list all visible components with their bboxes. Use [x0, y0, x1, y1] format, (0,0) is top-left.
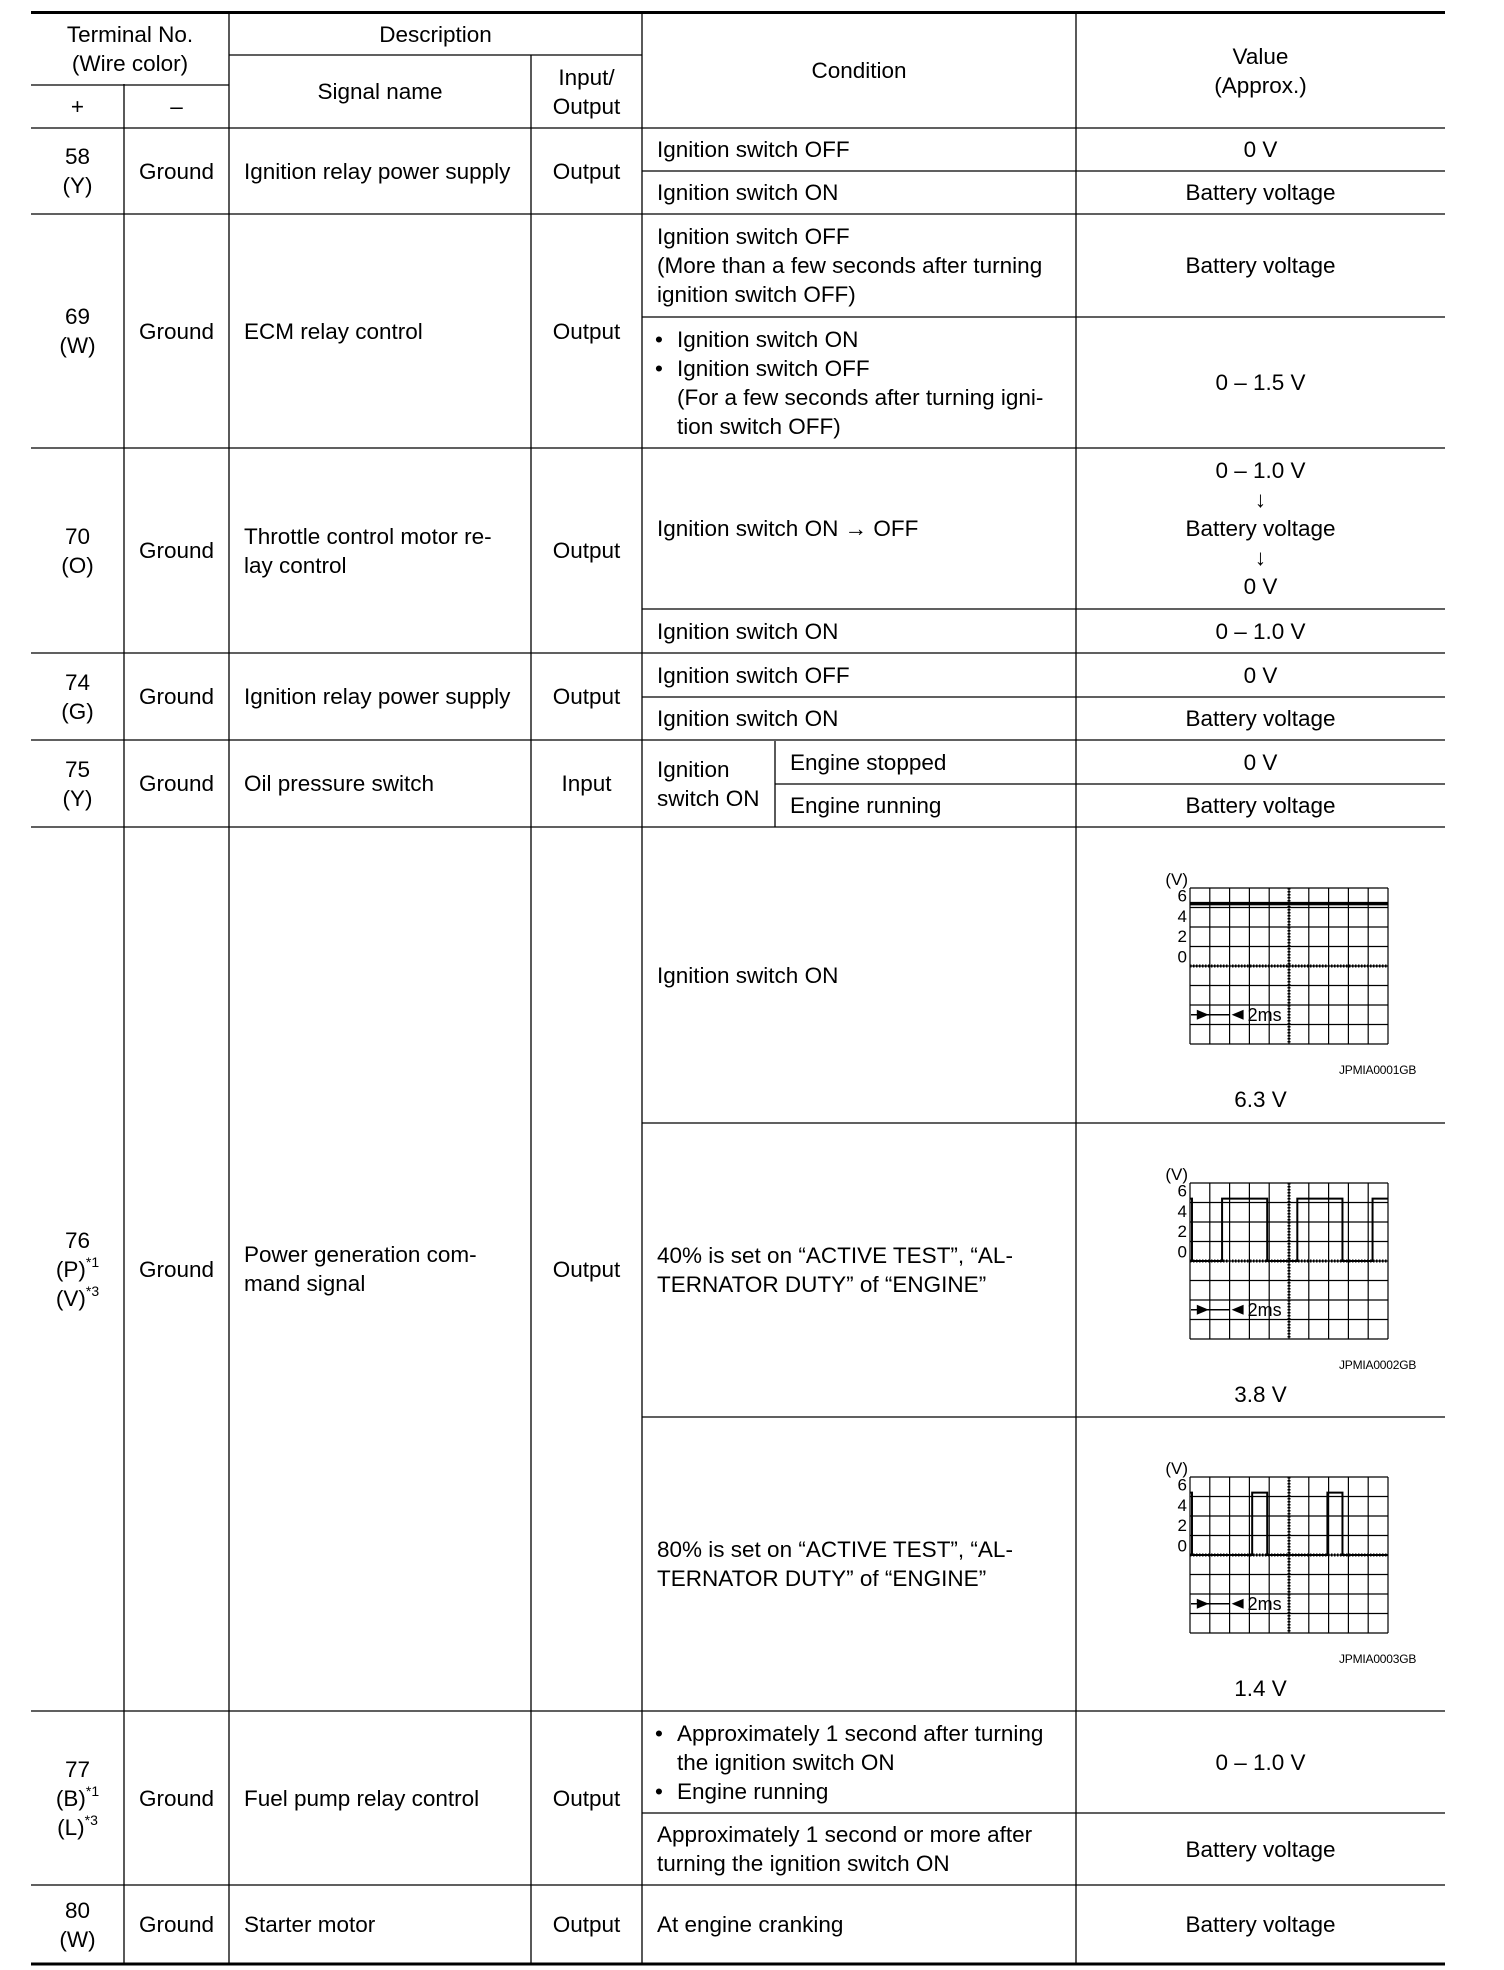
signal-75: Oil pressure switch — [244, 771, 435, 796]
value-74-on: Battery voltage — [1185, 706, 1336, 731]
condition-69-on: • Ignition switch ON • Ignition switch OFF (For a few seconds after turning igni- tion switch OFF) — [655, 326, 1044, 439]
signal-77: Fuel pump relay control — [244, 1785, 480, 1811]
value-77-after: Battery voltage — [1185, 1836, 1336, 1862]
condition-75-stopped: Engine stopped — [790, 749, 947, 775]
value-70-on: 0 – 1.0 V — [1215, 618, 1306, 644]
scope-time-label: 2ms — [1247, 1299, 1282, 1320]
figure-code-2: JPMIA0002GB — [1339, 1358, 1417, 1372]
io-69: Output — [552, 318, 621, 344]
condition-77-running: • Approximately 1 second after turning the ignition switch ON • Engine running — [655, 1720, 1044, 1804]
scope-time-arrow — [1197, 1599, 1209, 1609]
ground-58: Ground — [138, 158, 215, 184]
scope-unit-label: (V) — [1165, 1165, 1188, 1184]
value-69-off: Battery voltage — [1185, 253, 1336, 278]
oscilloscope-waveform-1 — [1114, 866, 1394, 1056]
scope-unit-label: (V) — [1165, 1459, 1188, 1478]
header-terminal-no: Terminal No. (Wire color) — [66, 22, 194, 76]
io-70: Output — [552, 538, 621, 563]
condition-58-off: Ignition switch OFF — [657, 137, 850, 162]
condition-77-after: Approximately 1 second or more after turning the ignition switch ON — [657, 1822, 1033, 1876]
scope-y-tick: 2 — [1177, 927, 1187, 947]
scope-time-arrow — [1232, 1305, 1244, 1315]
terminal-58: 58 (Y) — [62, 144, 93, 198]
signal-70: Throttle control motor re- lay control — [244, 523, 492, 578]
condition-75-running: Engine running — [790, 793, 942, 818]
scope-time-arrow — [1197, 1305, 1209, 1315]
io-74: Output — [552, 684, 621, 709]
condition-74-on: Ignition switch ON — [657, 706, 839, 731]
scope-y-tick: 2 — [1177, 1222, 1187, 1242]
value-75-stopped: 0 V — [1243, 749, 1278, 775]
signal-58: Ignition relay power supply — [244, 158, 511, 184]
io-75: Input — [561, 771, 612, 796]
io-77: Output — [552, 1785, 621, 1811]
condition-76-80pct: 80% is set on “ACTIVE TEST”, “AL- TERNATOR DUTY” of “ENGINE” — [657, 1537, 1013, 1591]
value-75-running: Battery voltage — [1185, 793, 1336, 818]
scope-y-tick: 2 — [1177, 1516, 1187, 1536]
condition-76-on: Ignition switch ON — [657, 962, 839, 988]
condition-69-off: Ignition switch OFF (More than a few seconds after turning ignition switch OFF) — [657, 224, 1043, 307]
terminal-70: 70 (O) — [61, 523, 94, 578]
terminal-74: 74 (G) — [61, 669, 94, 724]
header-plus: + — [70, 94, 85, 119]
terminal-69: 69 (W) — [59, 304, 96, 358]
condition-58-on: Ignition switch ON — [657, 180, 839, 205]
ground-80: Ground — [138, 1912, 215, 1937]
scope-time-arrow — [1232, 1599, 1244, 1609]
condition-75-group: Ignition switch ON — [657, 756, 760, 811]
oscilloscope-waveform-3 — [1114, 1455, 1394, 1645]
value-70-sequence: 0 – 1.0 V ↓ Battery voltage ↓ 0 V — [1185, 458, 1336, 599]
scope-time-label: 2ms — [1247, 1593, 1282, 1614]
condition-74-off: Ignition switch OFF — [657, 662, 850, 688]
header-minus: – — [170, 94, 183, 119]
scope-y-tick: 6 — [1177, 886, 1187, 906]
ground-70: Ground — [138, 538, 215, 563]
condition-70-on-off: Ignition switch ON → OFF — [657, 516, 919, 541]
scope-time-arrow — [1197, 1010, 1209, 1020]
value-76-80pct: 1.4 V — [1234, 1675, 1287, 1701]
figure-code-1: JPMIA0001GB — [1339, 1063, 1417, 1077]
scope-y-tick: 6 — [1177, 1475, 1187, 1495]
terminal-80: 80 (W) — [59, 1897, 96, 1952]
header-signal-name: Signal name — [317, 79, 443, 104]
terminal-table — [31, 11, 1445, 1966]
io-80: Output — [552, 1912, 621, 1937]
ground-74: Ground — [138, 684, 215, 709]
terminal-76: 76 $(P)^{*1}$ $(V)^{*3}$ — [55, 1227, 100, 1311]
header-input-output: Input/ Output — [552, 64, 621, 119]
signal-76: Power generation com- mand signal — [244, 1242, 477, 1296]
value-58-off: 0 V — [1243, 137, 1278, 162]
terminal-77: 77 $(B)^{*1}$ $(L)^{*3}$ — [55, 1756, 100, 1840]
scope-time-arrow — [1232, 1010, 1244, 1020]
value-74-off: 0 V — [1243, 662, 1278, 688]
figure-code-3: JPMIA0003GB — [1339, 1652, 1417, 1666]
io-58: Output — [552, 158, 621, 184]
ground-75: Ground — [138, 771, 215, 796]
condition-70-on: Ignition switch ON — [657, 618, 839, 644]
condition-76-40pct: 40% is set on “ACTIVE TEST”, “AL- TERNATOR DUTY” of “ENGINE” — [657, 1243, 1013, 1297]
scope-y-tick: 0 — [1177, 947, 1187, 967]
value-76-40pct: 3.8 V — [1234, 1381, 1287, 1407]
scope-y-tick: 6 — [1177, 1181, 1187, 1201]
value-58-on: Battery voltage — [1185, 180, 1336, 205]
value-77-running: 0 – 1.0 V — [1215, 1749, 1306, 1775]
scope-y-tick: 4 — [1177, 1201, 1187, 1221]
scope-unit-label: (V) — [1165, 870, 1188, 889]
scope-y-tick: 4 — [1177, 1495, 1187, 1515]
condition-80: At engine cranking — [657, 1912, 844, 1937]
scope-y-tick: 4 — [1177, 906, 1187, 926]
ground-77: Ground — [138, 1785, 215, 1811]
signal-69: ECM relay control — [244, 318, 423, 344]
scope-y-tick: 0 — [1177, 1536, 1187, 1556]
header-value: Value (Approx.) — [1214, 43, 1307, 98]
io-76: Output — [552, 1256, 621, 1282]
signal-80: Starter motor — [244, 1912, 376, 1937]
header-condition: Condition — [811, 58, 907, 83]
ground-69: Ground — [138, 318, 215, 344]
scope-time-label: 2ms — [1247, 1004, 1282, 1025]
ground-76: Ground — [138, 1256, 215, 1282]
header-description: Description — [379, 21, 492, 47]
oscilloscope-waveform-2 — [1114, 1161, 1394, 1351]
value-76-on: 6.3 V — [1234, 1086, 1287, 1112]
value-69-on: 0 – 1.5 V — [1215, 370, 1306, 395]
scope-y-tick: 0 — [1177, 1242, 1187, 1262]
terminal-75: 75 (Y) — [62, 756, 93, 811]
signal-74: Ignition relay power supply — [244, 684, 511, 709]
value-80: Battery voltage — [1185, 1912, 1336, 1937]
